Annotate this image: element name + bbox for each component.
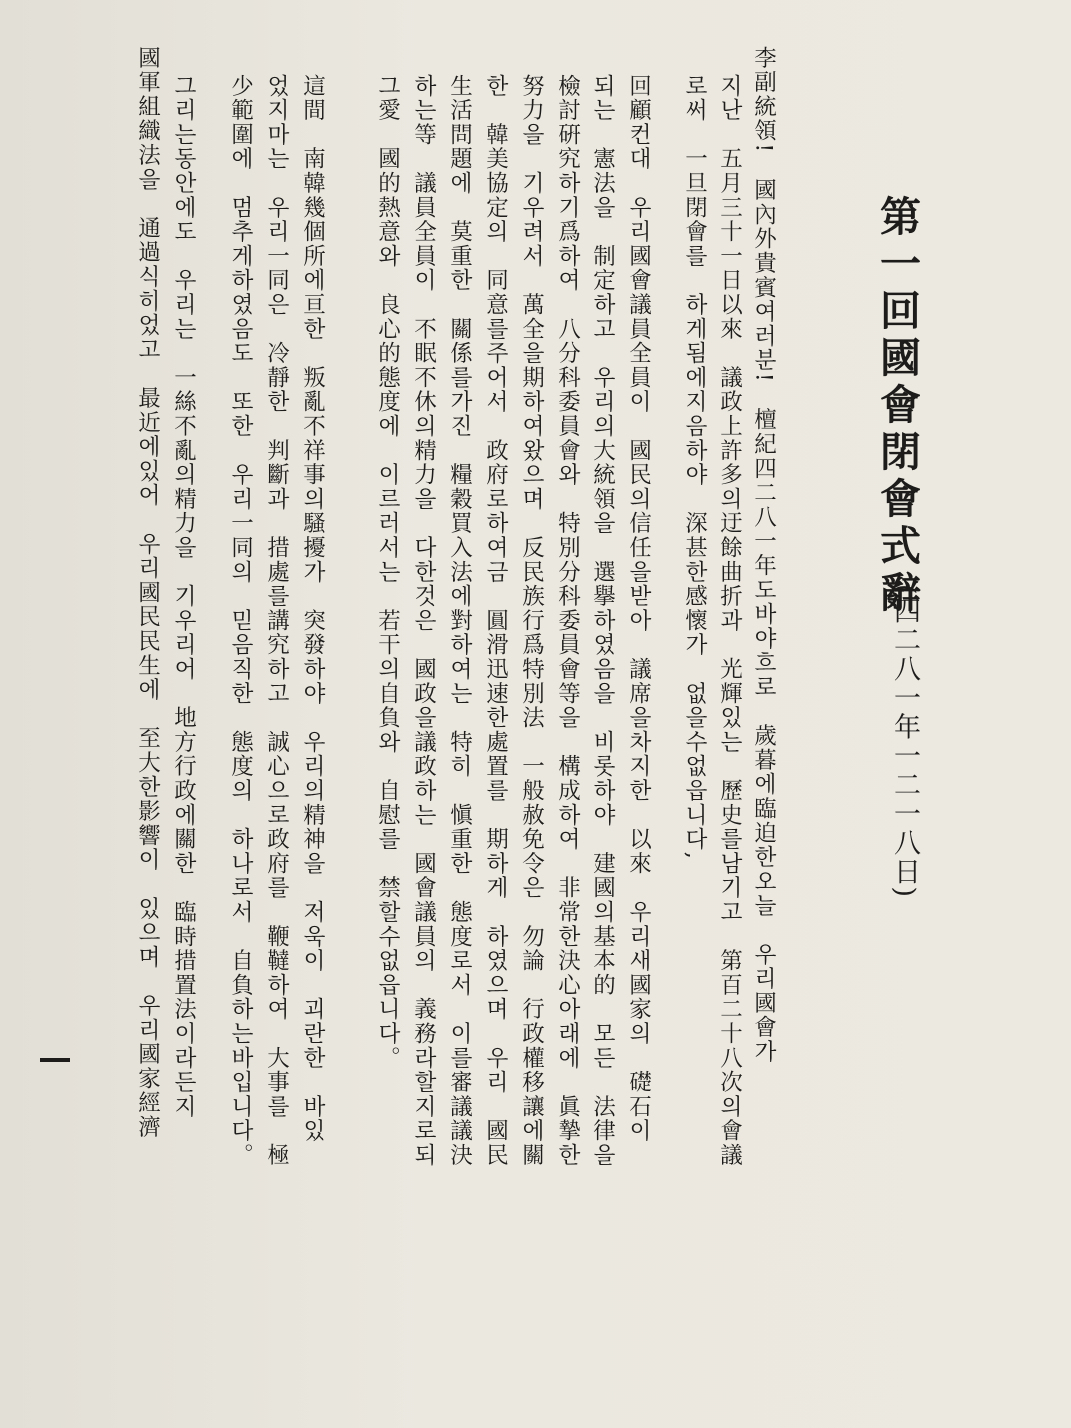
text-column-12: 這間 南韓幾個所에亘한 叛亂不祥事의騷擾가 突發하야 우리의精神을 저욱이 괴란한 바있 [299,74,326,1144]
page-title: 第一回國會閉會式辭 [873,195,921,618]
text-column-8: 한 韓美協定의 同意를주어서 政府로하여금 圓滑迅速한處置를 期하게 하였으며 우리 國民 [482,74,509,1168]
text-column-9: 生活問題에 莫重한 關係를가진 糧穀買入法에對하여는 特히 愼重한 態度로서 이를審議議決 [446,74,473,1168]
text-column-6: 檢討硏究하기爲하여 八分科委員會와 特別分科委員會等을 構成하여 非常한決心아래에 眞摯한 [554,74,581,1168]
text-column-1: 李副統領! 國內外貴賓여러분! 檀紀四二八一年도바야흐로 歲暮에臨迫한오늘 우리國會가 [750,46,777,1064]
text-column-10: 하는等 議員全員이 不眠不休의精力을 다한것은 國政을議政하는 國會議員의 義務라할지로되 [410,74,437,1168]
text-column-14: 少範圍에 멈추게하였음도 또한 우리一同의 믿음직한 態度의 하나로서 自負하는바입니다。 [227,74,254,1168]
text-column-2: 지난 五月三十一日以來 議政上許多의迂餘曲折과 光輝있는 歷史를남기고 第百二十八次의會議 [716,74,743,1168]
speech-date: (四二八一年一二一八日) [889,584,920,900]
text-column-7: 努力을 기우려서 萬全을期하여왔으며 反民族行爲特別法 一般赦免令은 勿論 行政權移讓에關 [518,74,545,1168]
text-column-3: 로써 一旦閉會를 하게됨에지음하야 深甚한感懷가 없을수없읍니다, [681,74,708,861]
text-column-5: 되는 憲法을 制定하고 우리의大統領을 選擧하였음을 비롯하야 建國의基本的 모든 法律을 [589,74,616,1168]
text-column-4: 回顧컨대 우리國會議員全員이 國民의信任을받아 議席을차지한 以來 우리새國家의 礎石이 [625,74,652,1144]
page-number [40,1058,70,1062]
text-column-15: 그리는동안에도 우리는 一絲不亂의精力을 기우리어 地方行政에關한 臨時措置法이라든지 [170,74,197,1119]
text-column-13: 었지마는 우리一同은 冷靜한 判斷과 措處를講究하고 誠心으로政府를 鞭韃하여 大事를 極 [263,74,290,1168]
text-column-11: 그愛 國的熱意와 良心的態度에 이르러서는 若干의自負와 自慰를 禁할수없읍니다。 [374,74,401,1071]
text-column-16: 國軍組織法을 通過식히었고 最近에있어 우리國民民生에 至大한影響이 있으며 우리國家經濟 [134,46,161,1140]
